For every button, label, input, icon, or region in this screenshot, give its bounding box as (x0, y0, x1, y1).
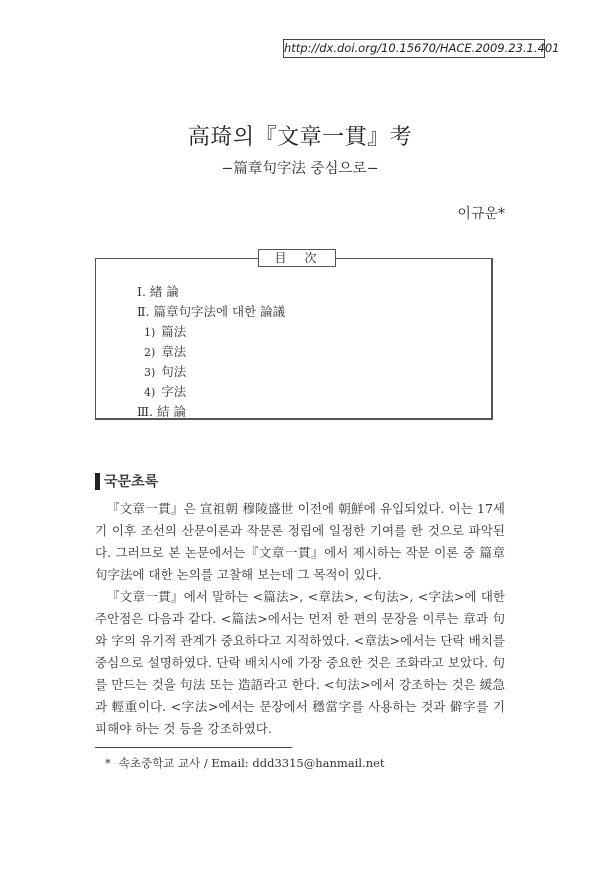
abstract-paragraph: 『文章一貫』에서 말하는 <篇法>, <章法>, <句法>, <字法>에 대한 주안점은 다음과 같다. <篇法>에서는 먼저 한 편의 문장을 이루는 章과 句와 字의 유기적 관계가 중요하다고 지적하였다. <章法>에서는 단락 배치를 중심으로 설명하였다. 단락 배치시에 가장 중요한 것은 조화라고 보았다. 句를 만드는 것을 句法 또는 造語라고 한다. <句法>에서 강조하는 것은 緩急과 輕重이다. <字法>에서는 문장에서 穩當字를 사용하는 것과 僻字를 기피해야 하는 것 등을 강조하였다. (95, 589, 505, 736)
abstract-body (95, 498, 505, 740)
toc-list (137, 282, 285, 422)
footnote-divider (95, 747, 292, 748)
footnote-mark: * (105, 756, 111, 770)
toc-item: 4) 字法 (144, 384, 187, 399)
toc-heading: 目 次 (258, 249, 336, 267)
toc-item: 1) 篇法 (144, 324, 187, 339)
paper-subtitle: −篇章句字法 중심으로− (221, 161, 379, 177)
paper-title: 高琦의『文章一貫』考 (187, 125, 413, 150)
toc-item: 2) 章法 (144, 344, 187, 359)
toc-item: Ⅲ. 結 論 (137, 404, 187, 419)
abstract-paragraph: 『文章一貫』은 宣祖朝 穆陵盛世 이전에 朝鮮에 유입되었다. 이는 17세기 이후 조선의 산문이론과 작문론 정립에 일정한 기여를 한 것으로 파악된다. 그러므로 본 논문에서는『文章一貫』에서 제시하는 작문 이론 중 篇章句字法에 대한 논의를 고찰해 보는데 그 목적이 있다. (95, 501, 505, 582)
footnote-text: 속초중학교 교사 / Email: ddd3315@hanmail.net (118, 756, 385, 770)
footnote (105, 755, 385, 771)
author-name: 이규운* (457, 206, 505, 222)
abstract-heading (95, 472, 158, 490)
toc-item: Ⅰ. 緖 論 (137, 284, 179, 299)
abstract-title: 국문초록 (104, 474, 159, 490)
toc-item: Ⅱ. 篇章句字法에 대한 論議 (137, 304, 286, 319)
toc-item: 3) 句法 (144, 364, 187, 379)
heading-bar (95, 473, 100, 490)
doi-link[interactable]: http://dx.doi.org/10.15670/HACE.2009.23.1.401 (283, 39, 545, 58)
